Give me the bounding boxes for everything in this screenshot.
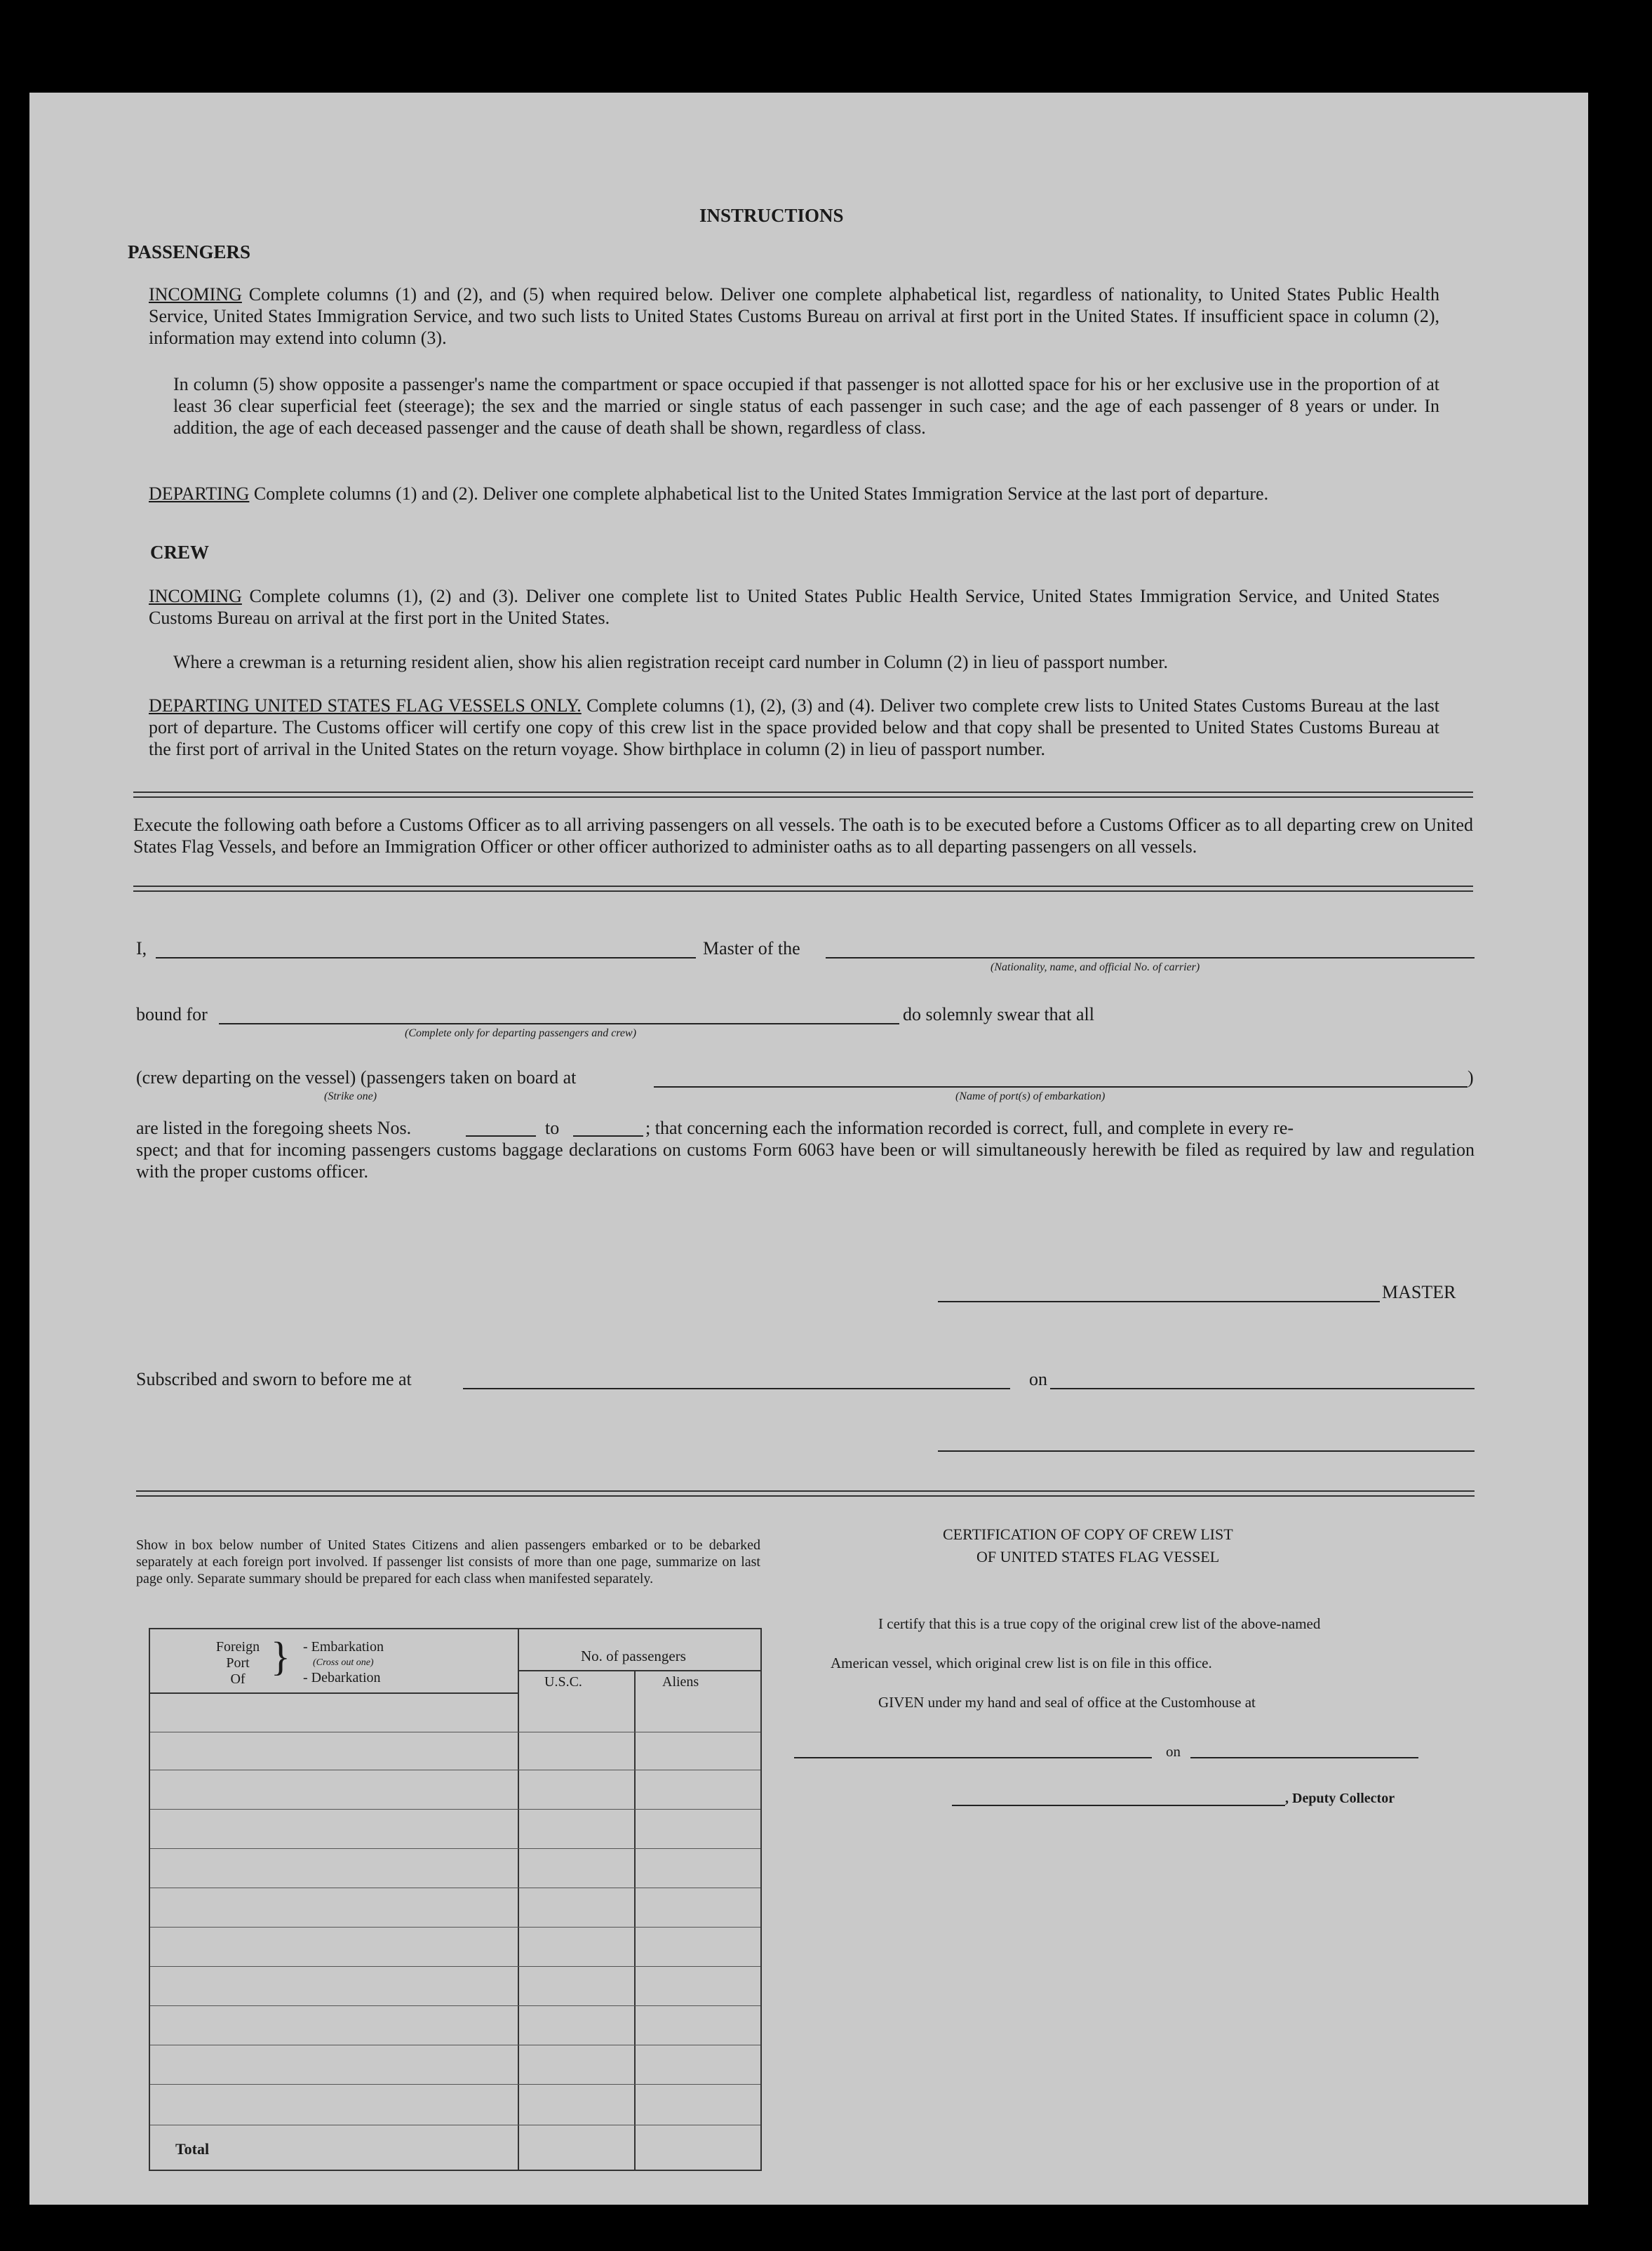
- departing-text: Complete columns (1) and (2). Deliver one complete alphabetical list to the United States Immigration Service at the last port of departure.: [253, 483, 1269, 504]
- bound-for-note: (Complete only for departing passengers and crew): [405, 1027, 637, 1039]
- brace-icon: }: [271, 1634, 290, 1679]
- box-instructions: Show in box below number of United States Citizens and alien passengers embarked or to be debarked separately at each foreign port involved. If passenger list consists of more than one page, summarize on last page only. Separate summary should be prepared for each class when manifested separately.: [136, 1537, 760, 1587]
- certification-line-2: American vessel, which original crew list is on file in this office.: [831, 1655, 1212, 1671]
- passengers-incoming-section: [149, 283, 1439, 349]
- master-signature-field[interactable]: [938, 1301, 1380, 1302]
- listed-text-c: spect; and that for incoming passengers customs baggage declarations on customs Form 6063 have been or will simultaneously herewith be filed as required by law and regulation with the proper customs officer.: [136, 1140, 1475, 1182]
- incoming-column5-text: In column (5) show opposite a passenger's name the compartment or space occupied if that passenger is not allotted space for his or her exclusive use in the proportion of at least 36 clear superficial feet (steerage); the sex and the married or single status of each passenger in such case; and the age of each passenger of 8 years or under. In addition, the age of each deceased passenger and the cause of death shall be shown, regardless of class.: [173, 374, 1439, 438]
- crew-departing-label: DEPARTING UNITED STATES FLAG VESSELS ONLY.: [149, 695, 582, 716]
- master-label: MASTER: [1382, 1282, 1456, 1302]
- certification-date-field[interactable]: [1190, 1757, 1418, 1758]
- certification-line-1: I certify that this is a true copy of the original crew list of the above-named: [878, 1615, 1321, 1632]
- document-page: [29, 93, 1588, 2205]
- master-of-the-label: Master of the: [703, 938, 800, 958]
- deputy-collector-label: , Deputy Collector: [1285, 1791, 1395, 1806]
- embarkation-note: (Name of port(s) of embarkation): [955, 1090, 1106, 1102]
- sworn-date-field[interactable]: [1050, 1388, 1475, 1389]
- total-label: Total: [175, 2140, 210, 2158]
- passengers-departing-section: [149, 483, 1439, 505]
- carrier-field[interactable]: [826, 957, 1475, 958]
- cross-out-note: (Cross out one): [313, 1657, 374, 1668]
- aliens-column-header: Aliens: [662, 1674, 699, 1690]
- crew-incoming-section: [149, 585, 1439, 629]
- close-paren: ): [1468, 1067, 1474, 1088]
- carrier-note: (Nationality, name, and official No. of carrier): [990, 961, 1200, 973]
- usc-column-header: U.S.C.: [544, 1674, 582, 1690]
- oath-instructions: Execute the following oath before a Customs Officer as to all arriving passengers on all vessels. The oath is to be executed before a Customs Officer as to all departing crew on United States Flag Vessels, and before an Immigration Officer or other officer authorized to administer oaths as to all departing passengers on all vessels.: [133, 815, 1473, 857]
- no-passengers-label: No. of passengers: [581, 1648, 686, 1664]
- certification-title-2: OF UNITED STATES FLAG VESSEL: [976, 1548, 1220, 1565]
- ports-summary-table: [149, 1628, 762, 2171]
- certification-line-3: GIVEN under my hand and seal of office at the Customhouse at: [878, 1694, 1256, 1711]
- passengers-heading: PASSENGERS: [128, 241, 251, 262]
- oath-i: I,: [136, 938, 147, 958]
- debarkation-label: - Debarkation: [303, 1670, 381, 1685]
- customhouse-field[interactable]: [794, 1757, 1152, 1758]
- departing-label: DEPARTING: [149, 483, 250, 504]
- section-divider-top: [133, 791, 1473, 798]
- strike-note: (Strike one): [324, 1090, 377, 1102]
- listed-to: to: [545, 1118, 560, 1138]
- certification-on: on: [1166, 1743, 1181, 1760]
- listed-text-b: ; that concerning each the information recorded is correct, full, and complete in every re-: [645, 1118, 1294, 1138]
- incoming-label: INCOMING: [149, 284, 242, 305]
- incoming-text: Complete columns (1) and (2), and (5) when required below. Deliver one complete alphabetical list, regardless of nationality, to United States Public Health Service, United States Immigration Service, and two such lists to United States Customs Bureau on arrival at first port in the United States. If insufficient space in column (2), information may extend into column (3).: [149, 284, 1440, 348]
- embarkation-port-field[interactable]: [654, 1086, 1468, 1088]
- crew-returning-alien-text: Where a crewman is a returning resident alien, show his alien registration receipt card number in Column (2) in lieu of passport number.: [173, 652, 1169, 672]
- master-name-field[interactable]: [156, 957, 696, 958]
- listed-text-a: are listed in the foregoing sheets Nos.: [136, 1118, 412, 1138]
- swear-text: do solemnly swear that all: [903, 1004, 1094, 1024]
- crew-departing-section: [149, 695, 1439, 760]
- sworn-on-label: on: [1029, 1369, 1047, 1389]
- crew-incoming-label: INCOMING: [149, 586, 242, 606]
- bound-for-label: bound for: [136, 1004, 208, 1024]
- subscribed-label: Subscribed and sworn to before me at: [136, 1369, 412, 1389]
- officer-signature-field[interactable]: [938, 1450, 1475, 1452]
- crew-departing-text: Complete columns (1), (2), (3) and (4). Deliver two complete crew lists to United States Customs Bureau at the last port of departure. The Customs officer will certify one copy of this crew list in the space provided below and that copy shall be presented to United States Customs Bureau at the first port of arrival in the United States on the return voyage. Show birthplace in column (2) in lieu of passport number.: [149, 695, 1440, 759]
- foreign-port-label: Foreign Port Of: [215, 1639, 260, 1687]
- section-divider-bottom: [133, 886, 1473, 892]
- sheet-from-field[interactable]: [466, 1135, 536, 1137]
- crew-passengers-text: (crew departing on the vessel) (passengers taken on board at: [136, 1067, 577, 1088]
- bound-for-field[interactable]: [219, 1023, 899, 1024]
- page-title: INSTRUCTIONS: [699, 205, 844, 226]
- certification-title-1: CERTIFICATION OF COPY OF CREW LIST: [943, 1525, 1233, 1543]
- oath-divider: [136, 1490, 1475, 1497]
- sworn-place-field[interactable]: [463, 1388, 1010, 1389]
- deputy-signature-field[interactable]: [952, 1805, 1285, 1806]
- crew-heading: CREW: [150, 542, 210, 563]
- embarkation-label: - Embarkation: [303, 1639, 384, 1655]
- crew-incoming-text: Complete columns (1), (2) and (3). Deliver one complete list to United States Public Health Service, United States Immigration Service, and United States Customs Bureau on arrival at the first port in the United States.: [149, 586, 1439, 628]
- sheet-to-field[interactable]: [573, 1135, 643, 1137]
